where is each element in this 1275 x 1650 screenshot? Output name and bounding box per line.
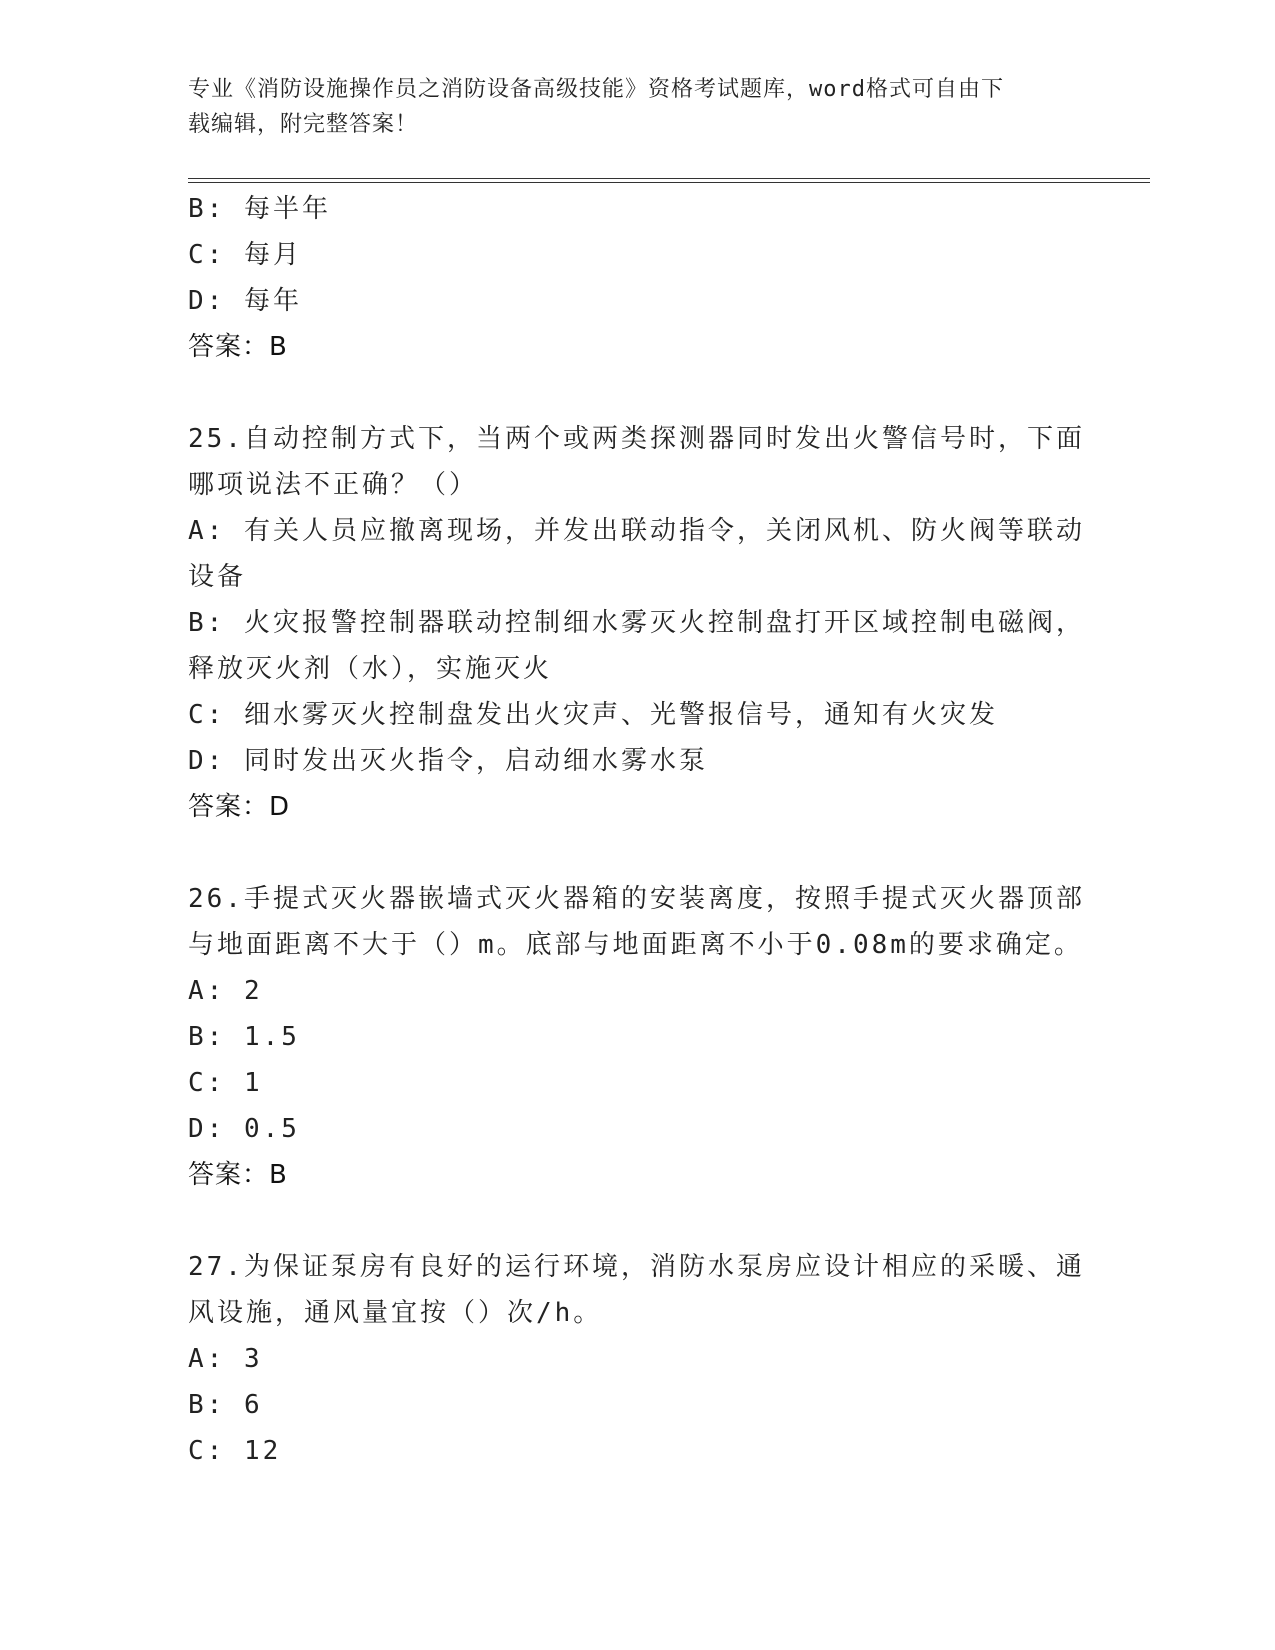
option-b: B: 1.5	[188, 1022, 300, 1052]
spacer	[188, 1198, 1088, 1244]
option-d: D: 每年	[188, 286, 302, 316]
question-list	[188, 186, 1088, 1474]
question-text-line: 25.自动控制方式下，当两个或两类探测器同时发出火警信号时，下面	[188, 424, 1085, 454]
question-27	[188, 1244, 1088, 1474]
option-c: C: 细水雾灭火控制盘发出火灾声、光警报信号，通知有火灾发	[188, 700, 998, 730]
option-d: D: 同时发出灭火指令，启动细水雾水泵	[188, 746, 708, 776]
header-divider	[188, 178, 1150, 183]
question-text-line: 27.为保证泵房有良好的运行环境，消防水泵房应设计相应的采暖、通	[188, 1252, 1085, 1282]
question-24-continued	[188, 186, 1088, 370]
option-c: C: 每月	[188, 240, 302, 270]
option-d: D: 0.5	[188, 1114, 300, 1144]
option-b-continued: 释放灭火剂（水），实施灭火	[188, 654, 553, 684]
option-c: C: 1	[188, 1068, 263, 1098]
question-text-line: 风设施，通风量宜按（）次/h。	[188, 1298, 603, 1328]
option-a: A: 2	[188, 976, 263, 1006]
answer-label: 答案：B	[188, 1160, 288, 1190]
option-a: A: 有关人员应撤离现场，并发出联动指令，关闭风机、防火阀等联动	[188, 516, 1085, 546]
option-b: B: 每半年	[188, 194, 331, 224]
question-text-line: 与地面距离不大于（）m。底部与地面距离不小于0.08m的要求确定。	[188, 930, 1083, 960]
question-text-line: 26.手提式灭火器嵌墙式灭火器箱的安装离度，按照手提式灭火器顶部	[188, 884, 1085, 914]
answer-label: 答案：D	[188, 792, 291, 822]
spacer	[188, 370, 1088, 416]
question-26	[188, 876, 1088, 1198]
header-line-2: 载编辑，附完整答案！	[188, 112, 419, 137]
option-a-continued: 设备	[188, 562, 247, 592]
option-b: B: 火灾报警控制器联动控制细水雾灭火控制盘打开区域控制电磁阀，	[188, 608, 1085, 638]
answer-label: 答案：B	[188, 332, 288, 362]
header-line-1: 专业《消防设施操作员之消防设备高级技能》资格考试题库，word格式可自由下	[188, 77, 1004, 102]
question-25	[188, 416, 1088, 830]
option-b: B: 6	[188, 1390, 263, 1420]
spacer	[188, 830, 1088, 876]
option-a: A: 3	[188, 1344, 263, 1374]
option-c: C: 12	[188, 1436, 282, 1466]
page-header	[188, 72, 1068, 142]
question-text-line: 哪项说法不正确？（）	[188, 470, 479, 500]
